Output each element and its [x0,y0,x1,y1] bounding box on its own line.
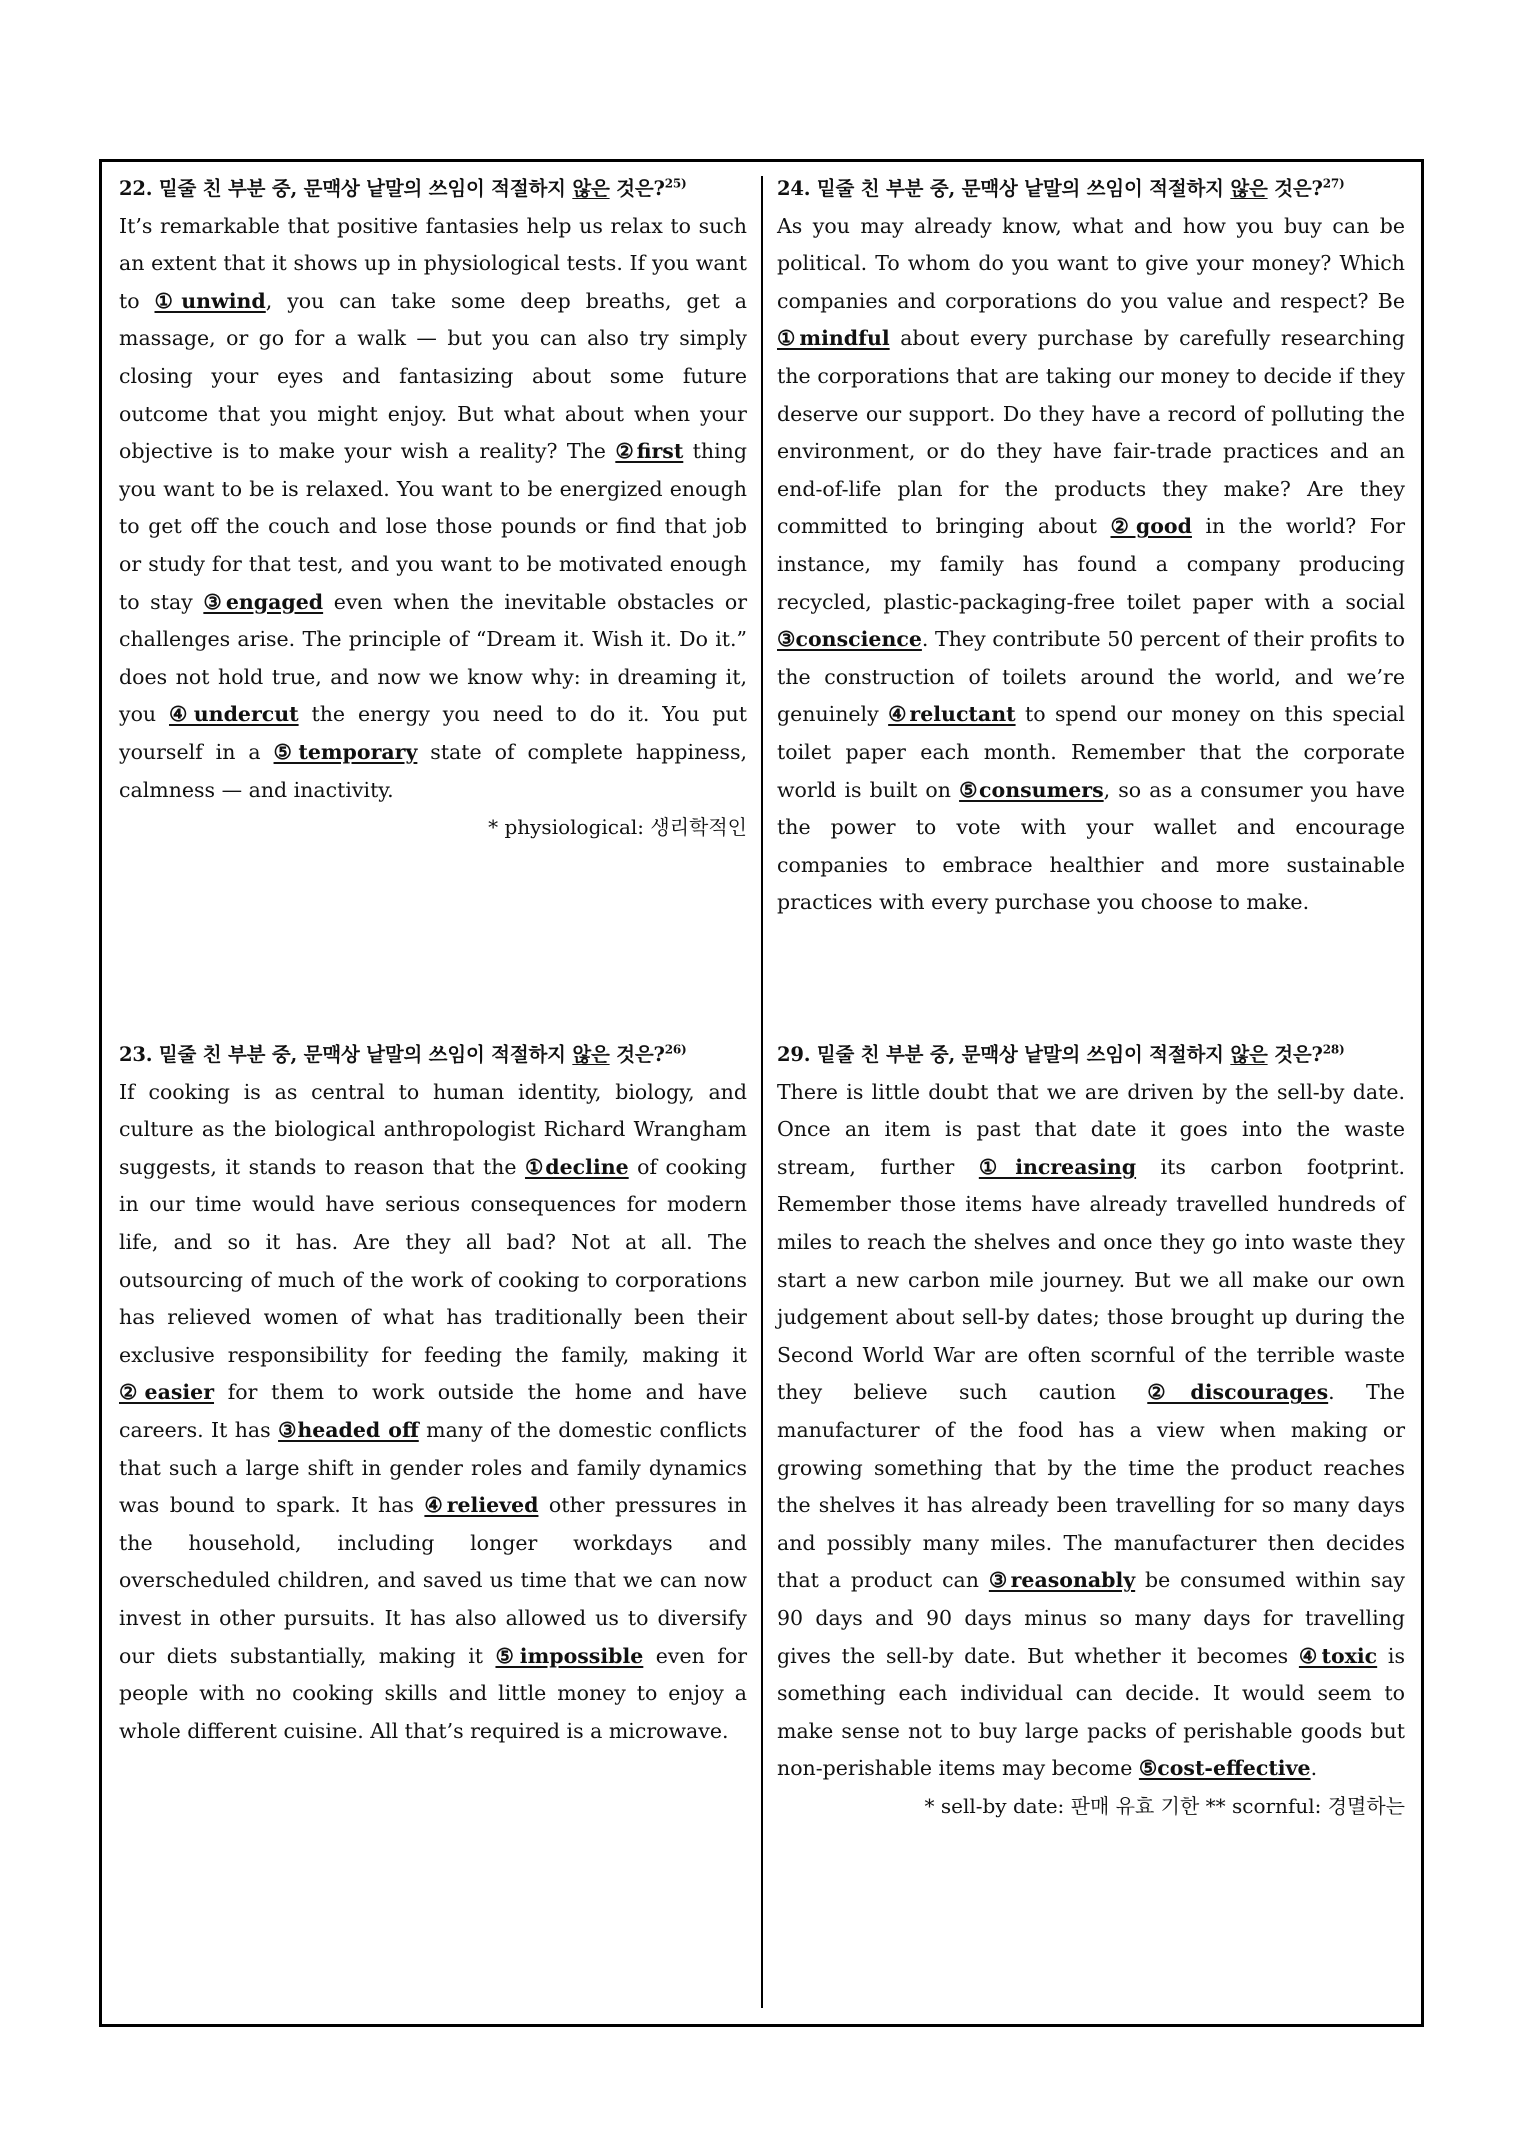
passage-body [777,1074,1405,1788]
passage-text: even for people with no cooking skills and little money to enjoy a whole different cuisine. All that’s required is a microwave. [119,1643,747,1743]
passage-text: , you can take some deep breaths, get a massage, or go for a walk — but you can also try simply closing your eyes and fantasizing about some future outcome that you might enjoy. But what about when your objective is to make your wish a reality? The [119,288,747,464]
footnote: * sell-by date: 판매 유효 기한 ** scornful: 경멸하는 [924,1793,1405,1818]
underlined-choice: ④toxic [1298,1643,1378,1668]
question-header [119,1036,747,1074]
passage-body [119,208,747,810]
question-header [119,170,747,208]
underlined-choice: ③headed off [278,1417,419,1442]
passage-text: state of complete happiness, calmness — and inactivity. [119,739,747,802]
passage-body [777,208,1405,922]
passage-text: As you may already know, what and how you buy can be political. To whom do you want to give your money? Which companies and corporations do you value and respect? Be [777,213,1405,313]
underlined-choice: ③reasonably [988,1568,1136,1593]
underlined-choice: ⑤impossible [495,1643,644,1668]
passage-text: . The manufacturer of the food has a view when making or growing something that by the time the product reaches the shelves it has already been travelling for so many days and possibly many miles. The manufacturer then decides that a product can [777,1380,1406,1593]
question-23 [119,1036,747,1750]
passage-text: . They contribute 50 percent of their profits to the construction of toilets around the world, and we’re genuinely [777,627,1405,727]
underlined-choice: ③engaged [203,589,324,614]
question-24 [777,170,1405,922]
question-22 [119,170,747,847]
passage-text: of cooking in our time would have serious consequences for modern life, and so it has. Are they all bad? Not at all. The outsourcing of much of the work of cooking to corporations has relieved women of what has traditionally been their exclusive responsibility for feeding the family, making it [119,1154,747,1367]
header-text-end: 것은? [609,177,665,200]
header-text: 24. 밑줄 친 부분 중, 문맥상 낱말의 쓰임이 적절하지 [777,177,1231,200]
passage-text: about every purchase by carefully researching the corporations that are taking our money to decide if they deserve our support. Do they have a record of polluting the environment, or do they have fair-trade practices and an end-of-life plan for the products they make? Are they committed to bringing about [777,326,1405,539]
underlined-choice: ④reluctant [888,702,1016,727]
passage-text: in the world? For instance, my family has found a company producing recycled, plastic-packaging-free toilet paper with a social [777,514,1405,614]
passage-text: If cooking is as central to human identity, biology, and culture as the biological anthropologist Richard Wrangham suggests, it stands to reason that the [119,1079,747,1179]
header-text: 22. 밑줄 친 부분 중, 문맥상 낱말의 쓰임이 적절하지 [119,177,573,200]
passage-text: even when the inevitable obstacles or challenges arise. The principle of “Dream it. Wish it. Do it.” does not hold true, and now we know why: in dreaming it, you [119,589,747,727]
underlined-choice: ②easier [119,1380,215,1405]
passage-text: , so as a consumer you have the power to vote with your wallet and encourage companies to embrace healthier and more sustainable practices with every purchase you choose to make. [777,777,1406,915]
passage-text: many of the domestic conflicts that such a large shift in gender roles and family dynamics was bound to spark. It has [119,1417,747,1518]
underlined-choice: ④undercut [169,702,299,727]
question-header [777,170,1405,208]
passage-text: . [1310,1756,1318,1781]
underlined-choice: ①decline [524,1154,629,1179]
underlined-choice: ②good [1110,514,1192,539]
passage-body [119,1074,747,1751]
underlined-choice: ①increasing [978,1154,1137,1179]
passage-text: It’s remarkable that positive fantasies help us relax to such an extent that it shows up in physiological tests. If you want to [119,213,747,313]
header-text-end: 것은? [1267,1043,1323,1066]
question-29 [777,1036,1405,1825]
header-footnote-ref: 28) [1322,1042,1345,1057]
header-footnote-ref: 27) [1322,176,1345,191]
passage-text: to spend our money on this special toilet paper each month. Remember that the corporate world is built on [777,702,1405,802]
header-text: 29. 밑줄 친 부분 중, 문맥상 낱말의 쓰임이 적절하지 [777,1043,1231,1066]
passage-text: other pressures in the household, including longer workdays and overscheduled children, and saved us time that we can now invest in other pursuits. It has also allowed us to diversify our diets substantially, making it [119,1493,747,1668]
header-underlined-word: 않은 [1230,177,1268,200]
underlined-choice: ④relieved [424,1493,539,1518]
passage-text: for them to work outside the home and have careers. It has [119,1380,747,1442]
header-text: 23. 밑줄 친 부분 중, 문맥상 낱말의 쓰임이 적절하지 [119,1043,573,1066]
passage-text: is something each individual can decide. It would seem to make sense not to buy large packs of perishable goods but non-perishable items may become [777,1643,1406,1781]
underlined-choice: ③conscience [777,627,922,652]
underlined-choice: ⑤consumers [959,777,1104,802]
question-header [777,1036,1405,1074]
passage-text: be consumed within say 90 days and 90 days minus so many days for travelling gives the sell-by date. But whether it becomes [777,1568,1406,1668]
passage-text: the energy you need to do it. You put yourself in a [119,702,747,764]
column-divider [761,176,763,2008]
header-footnote-ref: 25) [664,176,687,191]
header-footnote-ref: 26) [664,1042,687,1057]
underlined-choice: ①mindful [777,326,890,351]
header-underlined-word: 않은 [1230,1043,1268,1066]
footnote: * physiological: 생리학적인 [488,815,747,840]
header-underlined-word: 않은 [572,1043,610,1066]
header-underlined-word: 않은 [572,177,610,200]
header-text-end: 것은? [1267,177,1323,200]
passage-text: There is little doubt that we are driven by the sell-by date. Once an item is past that date it goes into the waste stream, further [777,1079,1405,1179]
header-text-end: 것은? [609,1043,665,1066]
underlined-choice: ①unwind [154,288,266,313]
underlined-choice: ⑤cost-effective [1138,1756,1311,1781]
underlined-choice: ⑤temporary [273,739,418,764]
passage-text: thing you want to be is relaxed. You want to be energized enough to get off the couch and lose those pounds or find that job or study for that test, and you want to be motivated enough to stay [119,439,748,614]
underlined-choice: ②first [615,439,684,464]
underlined-choice: ②discourages [1147,1380,1329,1405]
passage-text: its carbon footprint. Remember those items have already travelled hundreds of miles to reach the shelves and once they go into waste they start a new carbon mile journey. But we all make our own judgement about sell-by dates; those brought up during the Second World War are often scornful of the terrible waste they believe such caution [777,1154,1405,1405]
